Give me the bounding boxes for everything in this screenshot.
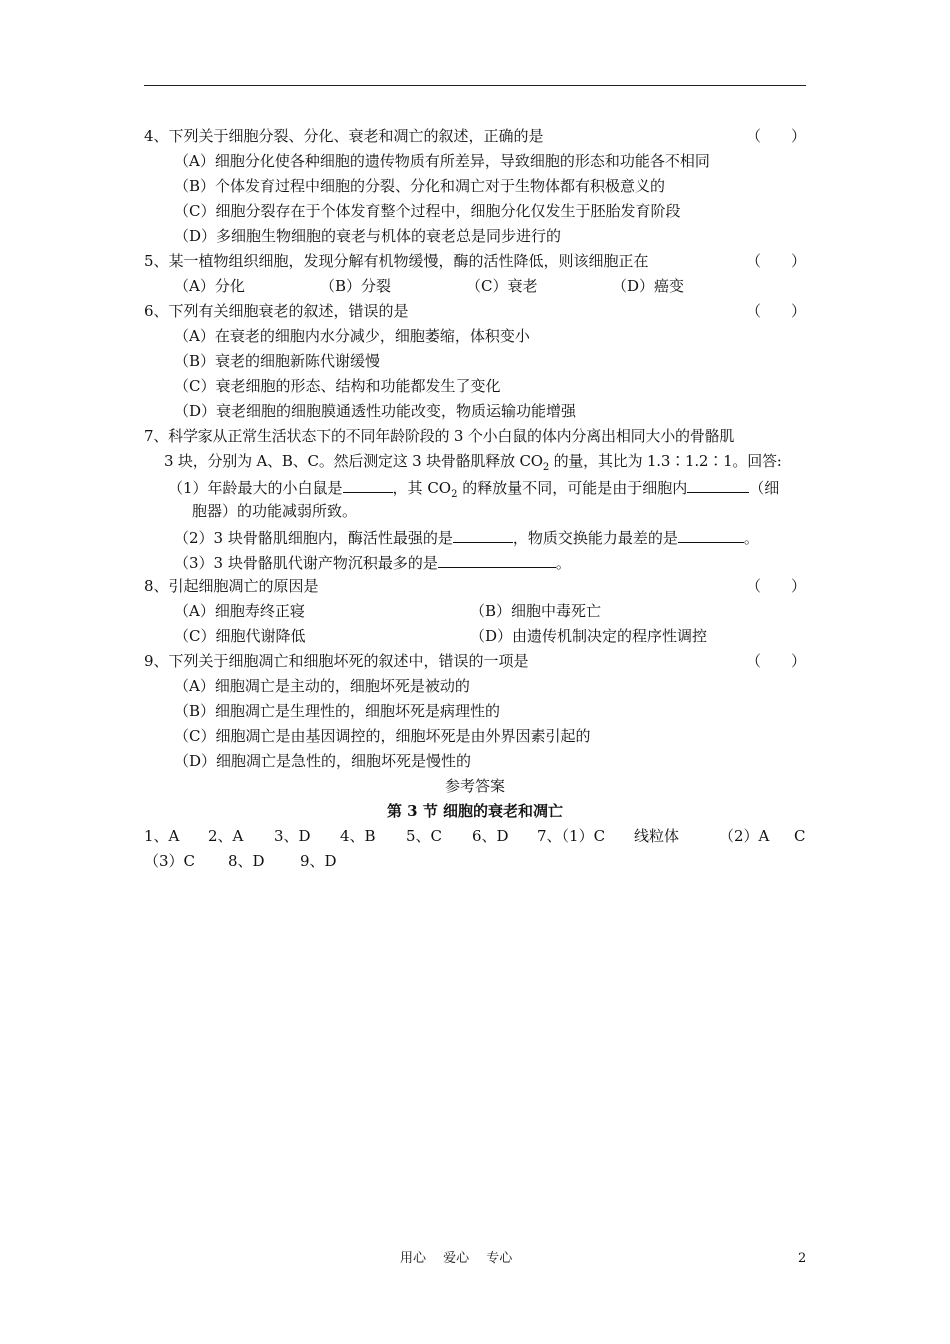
q8-option-b: （B）细胞中毒死亡 — [470, 602, 602, 620]
answer-item: C — [794, 827, 806, 845]
part-text: （2）3 块骨骼肌细胞内，酶活性最强的是 — [174, 529, 453, 547]
part-text: 。 — [743, 529, 759, 547]
q8-options-row-2 — [144, 624, 806, 649]
q8-option-d: （D）由遗传机制决定的程序性调控 — [470, 627, 708, 645]
answer-item: 8、D — [228, 852, 265, 870]
answers-row-1 — [144, 824, 806, 849]
header-rule — [144, 85, 806, 86]
question-text: 5、某一植物组织细胞，发现分解有机物缓慢，酶的活性降低，则该细胞正在 — [144, 252, 649, 270]
q6-option-c: （C）衰老细胞的形态、结构和功能都发生了变化 — [174, 377, 501, 395]
part-text: （3）3 块骨骼肌代谢产物沉积最多的是 — [174, 554, 438, 572]
q7-part-1-cont: 胞器）的功能减弱所致。 — [192, 502, 358, 520]
q4-option-c: （C）细胞分裂存在于个体发育整个过程中，细胞分化仅发生于胚胎发育阶段 — [174, 202, 681, 220]
question-7-stem: 7、科学家从正常生活状态下的不同年龄阶段的 3 个小白鼠的体内分离出相同大小的骨骼肌 — [144, 427, 735, 445]
footer-motto: 用心 爱心 专心 — [400, 1251, 513, 1266]
answer-blank[interactable] — [438, 549, 556, 568]
answer-item: 7、（1）C — [537, 827, 606, 845]
part-text: （细 — [749, 479, 780, 497]
q5-option-c: （C）衰老 — [466, 277, 538, 295]
answer-blank[interactable] — [453, 524, 513, 543]
question-text: 8、引起细胞凋亡的原因是 — [144, 577, 319, 595]
answer-blank[interactable] — [343, 474, 393, 493]
q4-option-a: （A）细胞分化使各种细胞的遗传物质有所差异，导致细胞的形态和功能各不相同 — [174, 152, 710, 170]
part-text: 的释放量不同，可能是由于细胞内 — [457, 479, 688, 497]
q9-option-b: （B）细胞凋亡是生理性的，细胞坏死是病理性的 — [174, 702, 501, 720]
answer-item: 线粒体 — [634, 827, 680, 845]
question-text: 9、下列关于细胞凋亡和细胞坏死的叙述中，错误的一项是 — [144, 652, 529, 670]
q8-options-row-1 — [144, 599, 806, 624]
question-5-stem — [144, 249, 806, 274]
q6-option-a: （A）在衰老的细胞内水分减少，细胞萎缩，体积变小 — [174, 327, 530, 345]
answer-item: 6、D — [472, 827, 509, 845]
q9-option-d: （D）细胞凋亡是急性的，细胞坏死是慢性的 — [174, 752, 472, 770]
q8-option-c: （C）细胞代谢降低 — [174, 627, 306, 645]
answer-blank[interactable] — [687, 474, 749, 493]
part-text: （1）年龄最大的小白鼠是 — [168, 479, 343, 497]
answer-item: 4、B — [340, 827, 376, 845]
question-9-stem — [144, 649, 806, 674]
question-8-stem — [144, 574, 806, 599]
answer-item: 2、A — [208, 827, 244, 845]
q7-part-2 — [144, 524, 806, 549]
answers-section-title: 第 3 节 细胞的衰老和凋亡 — [386, 802, 564, 820]
question-6-stem — [144, 299, 806, 324]
stem-text: 的量，其比为 1.3∶1.2∶1。回答: — [549, 452, 782, 470]
part-text: ，其 CO — [392, 479, 452, 497]
question-text: 6、下列有关细胞衰老的叙述，错误的是 — [144, 302, 409, 320]
q7-part-3 — [144, 549, 806, 574]
q9-option-c: （C）细胞凋亡是由基因调控的，细胞坏死是由外界因素引起的 — [174, 727, 591, 745]
answer-bracket: （ ） — [745, 302, 806, 320]
document-body — [144, 124, 806, 874]
answer-bracket: （ ） — [745, 652, 806, 670]
stem-text: 3 块，分别为 A、B、C。然后测定这 3 块骨骼肌释放 CO — [164, 452, 543, 470]
question-7-stem-cont — [144, 449, 806, 474]
question-4-stem — [144, 124, 806, 149]
q4-option-d: （D）多细胞生物细胞的衰老与机体的衰老总是同步进行的 — [174, 227, 562, 245]
answers-row-2 — [144, 849, 806, 874]
answer-item: 3、D — [274, 827, 311, 845]
q8-option-a: （A）细胞寿终正寝 — [174, 602, 305, 620]
q5-option-d: （D）癌变 — [612, 277, 685, 295]
answer-item: 1、A — [144, 827, 180, 845]
answers-heading: 参考答案 — [444, 777, 505, 795]
q9-option-a: （A）细胞凋亡是主动的，细胞坏死是被动的 — [174, 677, 470, 695]
q4-option-b: （B）个体发育过程中细胞的分裂、分化和凋亡对于生物体都有积极意义的 — [174, 177, 666, 195]
answer-item: 9、D — [300, 852, 337, 870]
answer-item: 5、C — [406, 827, 443, 845]
subscript: 2 — [542, 462, 550, 473]
answer-bracket: （ ） — [745, 577, 806, 595]
q5-option-b: （B）分裂 — [320, 277, 392, 295]
page-footer — [0, 1249, 950, 1269]
q5-options-row — [144, 274, 806, 299]
answer-blank[interactable] — [678, 524, 744, 543]
answer-item: （2）A — [719, 827, 770, 845]
q6-option-d: （D）衰老细胞的细胞膜通透性功能改变，物质运输功能增强 — [174, 402, 577, 420]
answer-bracket: （ ） — [745, 252, 806, 270]
page-number: 2 — [798, 1251, 807, 1266]
question-text: 4、下列关于细胞分裂、分化、衰老和凋亡的叙述，正确的是 — [144, 127, 544, 145]
q6-option-b: （B）衰老的细胞新陈代谢缓慢 — [174, 352, 381, 370]
part-text: ，物质交换能力最差的是 — [512, 529, 678, 547]
subscript: 2 — [451, 489, 458, 500]
q7-part-1 — [144, 474, 806, 499]
answer-bracket: （ ） — [745, 127, 806, 145]
answer-item: （3）C — [144, 852, 196, 870]
part-text: 。 — [555, 554, 571, 572]
q5-option-a: （A）分化 — [174, 277, 245, 295]
